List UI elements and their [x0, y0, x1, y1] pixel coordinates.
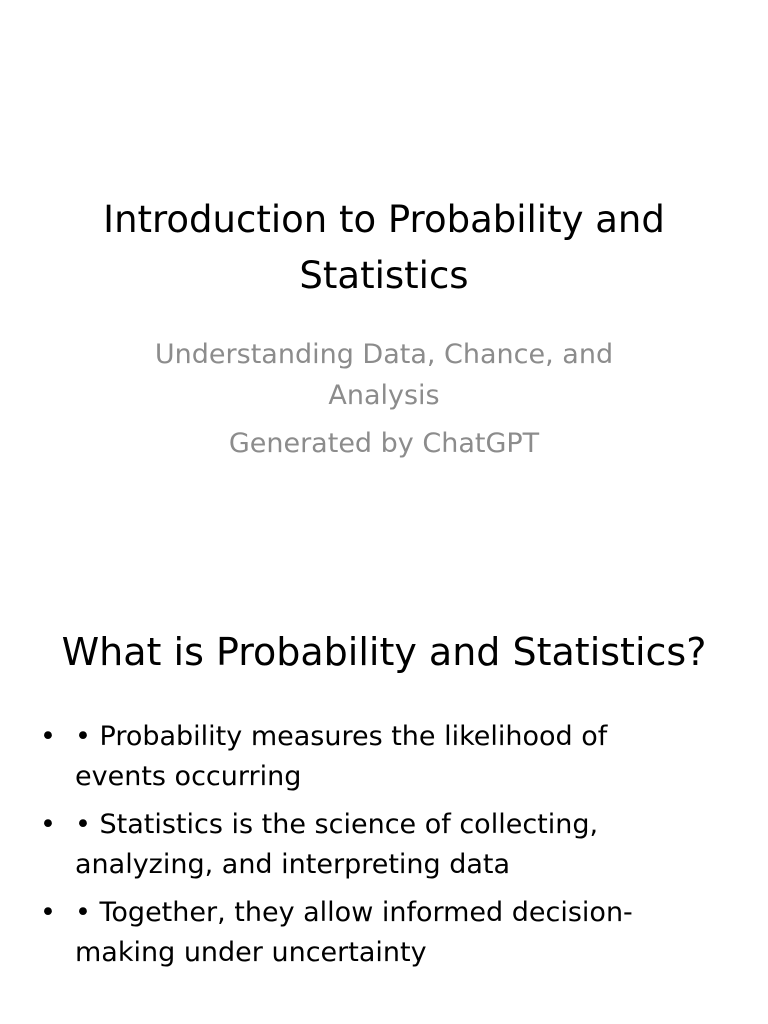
- subtitle-line: Understanding Data, Chance, and Analysis: [154, 339, 614, 411]
- bullet-marker: •: [40, 721, 56, 752]
- bullet-marker: •: [40, 897, 56, 928]
- slide-1-title: Introduction to Probability and Statistics: [103, 198, 665, 297]
- bullet-text: • Together, they allow informed decision-making under uncertainty: [75, 897, 633, 968]
- bullet-text: • Statistics is the science of collecting, analyzing, and interpreting data: [75, 809, 599, 880]
- bullet-item: [40, 893, 700, 973]
- bullet-item: [40, 805, 700, 885]
- bullet-list: [40, 717, 700, 981]
- bullet-marker: •: [40, 809, 56, 840]
- slide-1-subtitle: [100, 334, 668, 464]
- bullet-text: • Probability measures the likelihood of events occurring: [75, 721, 608, 792]
- slide-2-title: What is Probability and Statistics?: [61, 630, 707, 674]
- slide-content: [0, 512, 768, 1024]
- bullet-item: [40, 717, 700, 797]
- subtitle-line: Generated by ChatGPT: [228, 428, 540, 459]
